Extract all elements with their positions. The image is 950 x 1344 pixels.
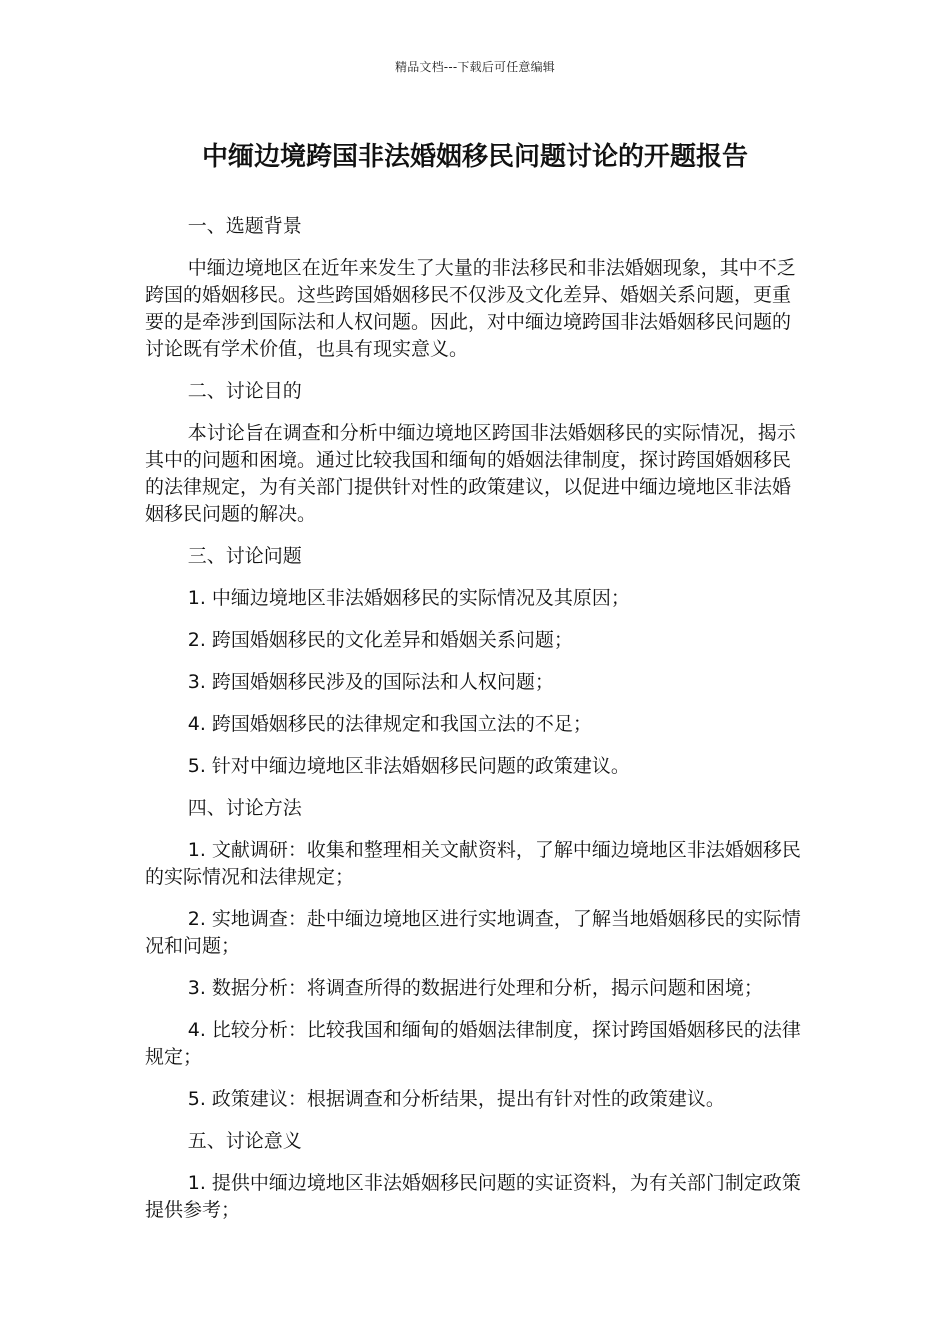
- question-item: 3. 跨国婚姻移民涉及的国际法和人权问题；: [187, 671, 554, 693]
- method-item: 1. 文献调研：收集和整理相关文献资料，了解中缅边境地区非法婚姻移民的实际情况和法律规定；: [145, 839, 801, 888]
- question-item: 4. 跨国婚姻移民的法律规定和我国立法的不足；: [187, 713, 592, 735]
- document-title: 中缅边境跨国非法婚姻移民问题讨论的开题报告: [201, 142, 748, 172]
- section-heading-questions: 三、讨论问题: [187, 545, 302, 567]
- purpose-paragraph: 本讨论旨在调查和分析中缅边境地区跨国非法婚姻移民的实际情况，揭示其中的问题和困境。通过比较我国和缅甸的婚姻法律制度，探讨跨国婚姻移民的法律规定，为有关部门提供针对性的政策建议，以促进中缅边境地区非法婚姻移民问题的解决。: [145, 422, 796, 525]
- method-item: 2. 实地调查：赴中缅边境地区进行实地调查，了解当地婚姻移民的实际情况和问题；: [145, 908, 801, 957]
- section-heading-methods: 四、讨论方法: [187, 797, 302, 819]
- section-heading-purpose: 二、讨论目的: [187, 380, 302, 402]
- method-item: 5. 政策建议：根据调查和分析结果，提出有针对性的政策建议。: [187, 1088, 725, 1110]
- background-paragraph: 中缅边境地区在近年来发生了大量的非法移民和非法婚姻现象，其中不乏跨国的婚姻移民。这些跨国婚姻移民不仅涉及文化差异、婚姻关系问题，更重要的是牵涉到国际法和人权问题。因此，对中缅边境跨国非法婚姻移民问题的讨论既有学术价值，也具有现实意义。: [145, 257, 796, 360]
- method-item: 3. 数据分析：将调查所得的数据进行处理和分析，揭示问题和困境；: [187, 977, 763, 999]
- question-item: 2. 跨国婚姻移民的文化差异和婚姻关系问题；: [187, 629, 573, 651]
- significance-item: 1. 提供中缅边境地区非法婚姻移民问题的实证资料，为有关部门制定政策提供参考；: [145, 1172, 801, 1221]
- page-header: 精品文档---下载后可任意编辑: [395, 60, 555, 74]
- question-item: 5. 针对中缅边境地区非法婚姻移民问题的政策建议。: [187, 755, 630, 777]
- method-item: 4. 比较分析：比较我国和缅甸的婚姻法律制度，探讨跨国婚姻移民的法律规定；: [145, 1019, 801, 1068]
- section-heading-background: 一、选题背景: [187, 215, 302, 237]
- section-heading-significance: 五、讨论意义: [187, 1130, 302, 1152]
- question-item: 1. 中缅边境地区非法婚姻移民的实际情况及其原因；: [187, 587, 630, 609]
- document-body: [145, 213, 805, 1239]
